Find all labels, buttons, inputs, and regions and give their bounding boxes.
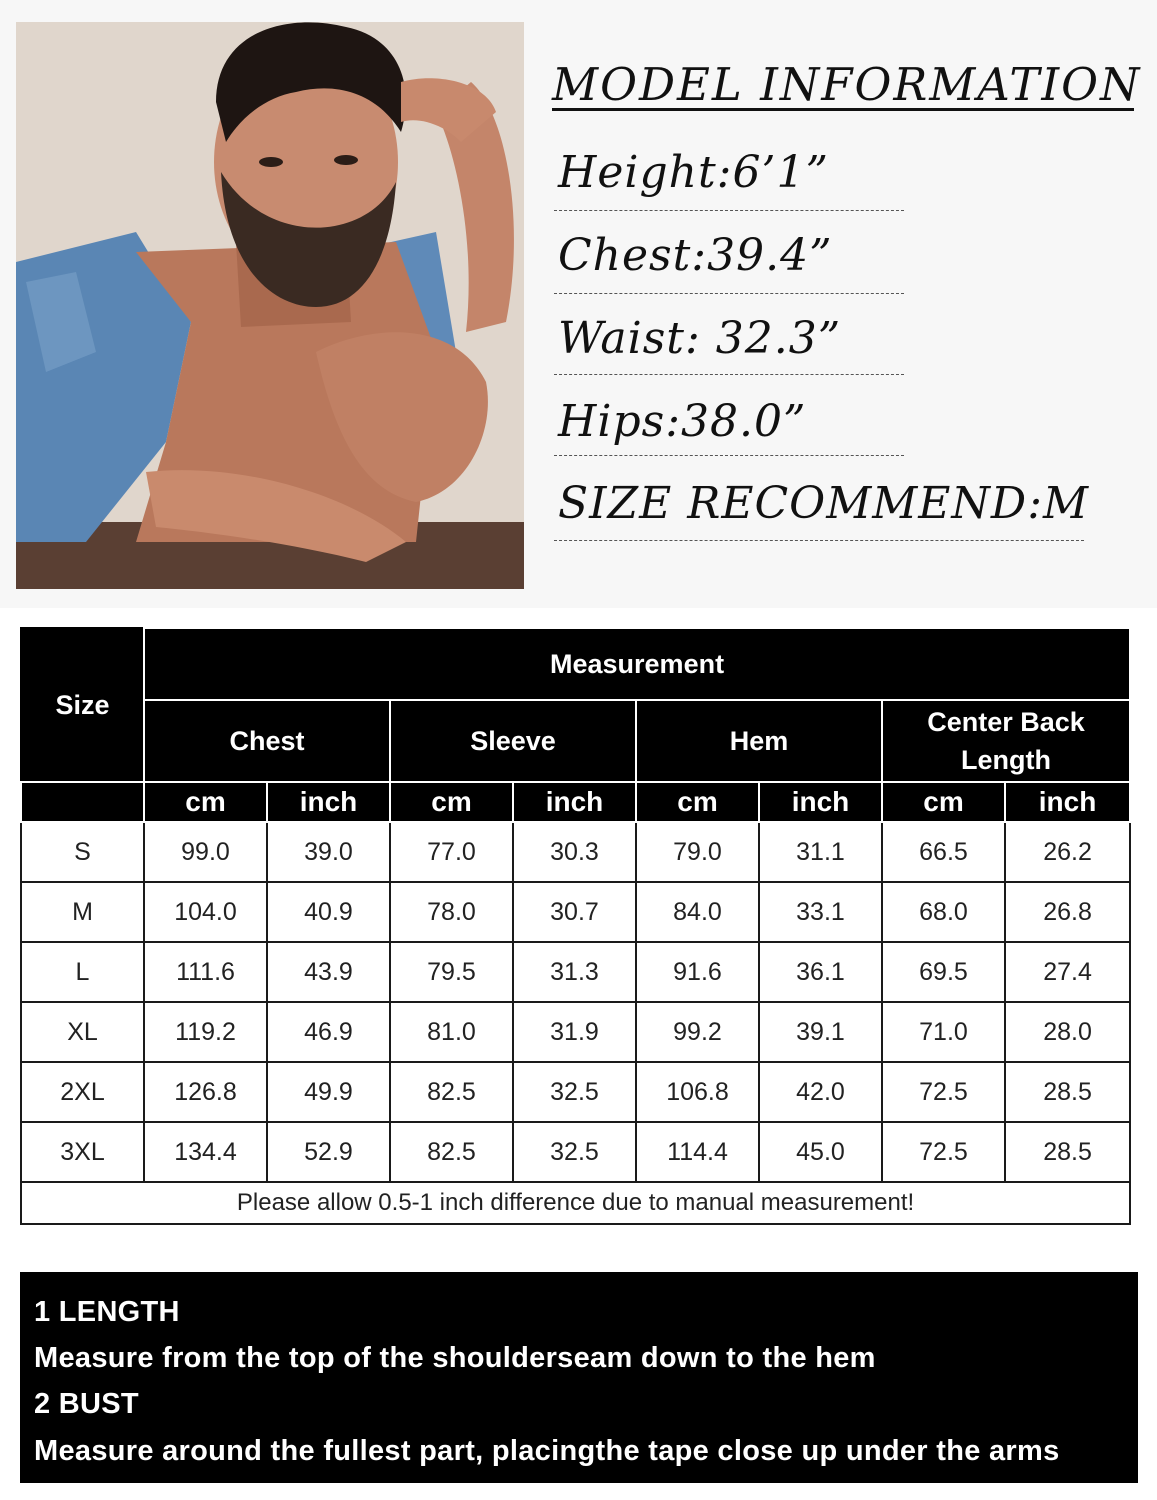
size-header: Size	[21, 628, 144, 782]
measurement-cell: 45.0	[759, 1122, 882, 1182]
table-row	[21, 822, 1130, 882]
size-chart-table	[20, 627, 1131, 1225]
divider	[554, 293, 904, 294]
unit-header: inch	[267, 782, 390, 822]
divider	[554, 210, 904, 211]
size-unit-spacer	[21, 782, 144, 822]
measuring-instructions	[20, 1272, 1138, 1483]
measurement-cell: 68.0	[882, 882, 1005, 942]
measurement-cell: 42.0	[759, 1062, 882, 1122]
measurement-cell: 66.5	[882, 822, 1005, 882]
model-section	[0, 0, 1157, 608]
measurement-cell: 26.2	[1005, 822, 1130, 882]
measurement-cell: 72.5	[882, 1062, 1005, 1122]
measurement-cell: 32.5	[513, 1062, 636, 1122]
size-recommend: SIZE RECOMMEND:M	[558, 478, 1090, 529]
measurement-cell: 31.9	[513, 1002, 636, 1062]
measurement-cell: 84.0	[636, 882, 759, 942]
model-height: Height:6’1”	[558, 147, 829, 198]
measurement-cell: 31.3	[513, 942, 636, 1002]
measurement-cell: 31.1	[759, 822, 882, 882]
unit-header: inch	[513, 782, 636, 822]
measurement-cell: 28.5	[1005, 1122, 1130, 1182]
measurement-cell: 28.0	[1005, 1002, 1130, 1062]
title-underline	[552, 108, 1134, 111]
model-hips: Hips:38.0”	[558, 396, 807, 447]
model-chest: Chest:39.4”	[558, 230, 833, 281]
unit-header: cm	[390, 782, 513, 822]
model-waist: Waist: 32.3”	[558, 313, 842, 364]
instruction-length-heading: 1 LENGTH	[34, 1296, 180, 1328]
measurement-cell: 28.5	[1005, 1062, 1130, 1122]
measurement-cell: 46.9	[267, 1002, 390, 1062]
unit-header: inch	[759, 782, 882, 822]
measurement-cell: 36.1	[759, 942, 882, 1002]
measurement-cell: 79.5	[390, 942, 513, 1002]
measurement-cell: 72.5	[882, 1122, 1005, 1182]
unit-header: inch	[1005, 782, 1130, 822]
instruction-bust-heading: 2 BUST	[34, 1388, 139, 1420]
measurement-cell: 91.6	[636, 942, 759, 1002]
measurement-cell: 126.8	[144, 1062, 267, 1122]
measurement-cell: 99.0	[144, 822, 267, 882]
measurement-cell: 33.1	[759, 882, 882, 942]
measurement-cell: 26.8	[1005, 882, 1130, 942]
measurement-cell: 39.0	[267, 822, 390, 882]
table-row	[21, 1122, 1130, 1182]
measurement-cell: 69.5	[882, 942, 1005, 1002]
measurement-cell: 82.5	[390, 1062, 513, 1122]
size-cell: XL	[21, 1002, 144, 1062]
measurement-cell: 106.8	[636, 1062, 759, 1122]
sleeve-header: Sleeve	[390, 700, 636, 782]
divider	[554, 455, 904, 456]
measurement-cell: 43.9	[267, 942, 390, 1002]
measurement-cell: 78.0	[390, 882, 513, 942]
measurement-cell: 71.0	[882, 1002, 1005, 1062]
measurement-cell: 32.5	[513, 1122, 636, 1182]
divider	[554, 540, 1084, 541]
measurement-cell: 119.2	[144, 1002, 267, 1062]
measurement-cell: 39.1	[759, 1002, 882, 1062]
measurement-cell: 81.0	[390, 1002, 513, 1062]
size-cell: L	[21, 942, 144, 1002]
size-cell: S	[21, 822, 144, 882]
size-cell: 2XL	[21, 1062, 144, 1122]
measurement-cell: 40.9	[267, 882, 390, 942]
hem-header: Hem	[636, 700, 882, 782]
divider	[554, 374, 904, 375]
measurement-cell: 52.9	[267, 1122, 390, 1182]
measurement-cell: 111.6	[144, 942, 267, 1002]
measurement-cell: 104.0	[144, 882, 267, 942]
size-cell: M	[21, 882, 144, 942]
measurement-cell: 114.4	[636, 1122, 759, 1182]
measurement-cell: 27.4	[1005, 942, 1130, 1002]
measurement-cell: 99.2	[636, 1002, 759, 1062]
unit-header: cm	[882, 782, 1005, 822]
measurement-note: Please allow 0.5-1 inch difference due to manual measurement!	[21, 1182, 1130, 1224]
measurement-cell: 82.5	[390, 1122, 513, 1182]
measurement-cell: 77.0	[390, 822, 513, 882]
table-row	[21, 942, 1130, 1002]
model-photo-illustration	[16, 22, 524, 589]
measurement-cell: 134.4	[144, 1122, 267, 1182]
measurement-cell: 49.9	[267, 1062, 390, 1122]
unit-header: cm	[144, 782, 267, 822]
unit-header: cm	[636, 782, 759, 822]
measurement-cell: 79.0	[636, 822, 759, 882]
table-row	[21, 1002, 1130, 1062]
size-cell: 3XL	[21, 1122, 144, 1182]
instruction-bust-text: Measure around the fullest part, placingthe tape close up under the arms	[34, 1435, 1060, 1467]
center-back-length-header: Center Back Length	[882, 700, 1130, 782]
model-information-title: MODEL INFORMATION	[552, 58, 1142, 111]
table-row	[21, 1062, 1130, 1122]
instruction-length-text: Measure from the top of the shoulderseam down to the hem	[34, 1342, 876, 1374]
measurement-header: Measurement	[144, 628, 1130, 700]
chest-header: Chest	[144, 700, 390, 782]
model-photo	[16, 22, 524, 589]
measurement-cell: 30.3	[513, 822, 636, 882]
table-row	[21, 882, 1130, 942]
measurement-cell: 30.7	[513, 882, 636, 942]
